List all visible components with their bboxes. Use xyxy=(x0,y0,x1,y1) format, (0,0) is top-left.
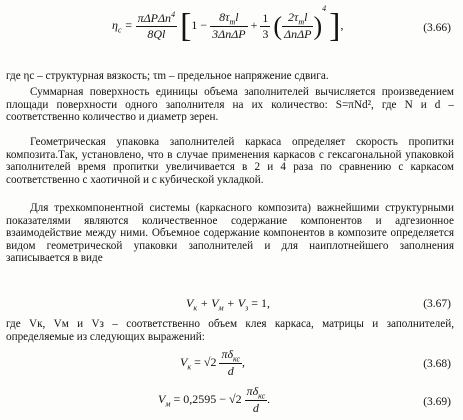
equation-number-3-66: (3.66) xyxy=(423,22,451,34)
paragraph-surface: Суммарная поверхность единицы объема заполнителей вычисляется произведением площади поверхности одного заполнителя на их количество: S=πNd², где N и d – соответственно количество и диаметр зерен. xyxy=(6,86,454,124)
equation-3-69: $V_м = 0,2595 - √2$ $\frac{\pi\delta_{кс}}{d}$ . xyxy=(158,384,271,416)
paragraph-definitions: где ηc – структурная вязкость; τm – предельное напряжение сдвига. xyxy=(6,70,329,82)
paragraph-packing: Геометрическая упаковка заполнителей каркаса определяет скорость пропитки композита.Так, установлено, что в случае применения каркасов с гексагональной упаковкой заполнителей время пропитки увеличивается в 2 и 4 раза по сравнению с каркасом соответственно с хаотичной и с кубической укладкой. xyxy=(6,136,454,186)
paragraph-volumes: где Vк, Vм и Vз – соответственно объем клея каркаса, матрицы и заполнителей, определяемые из следующих выражений: xyxy=(6,318,454,343)
equation-number-3-69: (3.69) xyxy=(423,396,451,408)
equation-3-68: $V_к = √2$ $\frac{\pi\delta_{кс}}{d}$ , xyxy=(180,347,246,379)
equation-3-67: $V_к + V_м + V_з = 1$, xyxy=(186,296,270,313)
paragraph-three-component: Для трехкомпонентной системы (каркасного композита) важнейшими структурными показателями являются количественное содержание компонентов и адгезионное взаимодействие между ними. Объемное содержание компонентов в композите определяется видом геометрической упаковки заполнителей и для наиплотнейшего заполнения записывается в виде xyxy=(6,202,454,265)
equation-number-3-68: (3.68) xyxy=(423,358,451,370)
equation-number-3-67: (3.67) xyxy=(423,298,451,310)
equation-3-66: $\eta_c$ = $\frac{\pi\Delta P\Delta n^4}{8Ql}$ [1 − $\frac{8\tau_ml}{\text{3ΔnΔP}}$ + $\frac{1}{3}$ ( $\frac{2\tau_ml}{\text{ΔnΔP}}$ )$^4$ ], xyxy=(112,4,344,45)
